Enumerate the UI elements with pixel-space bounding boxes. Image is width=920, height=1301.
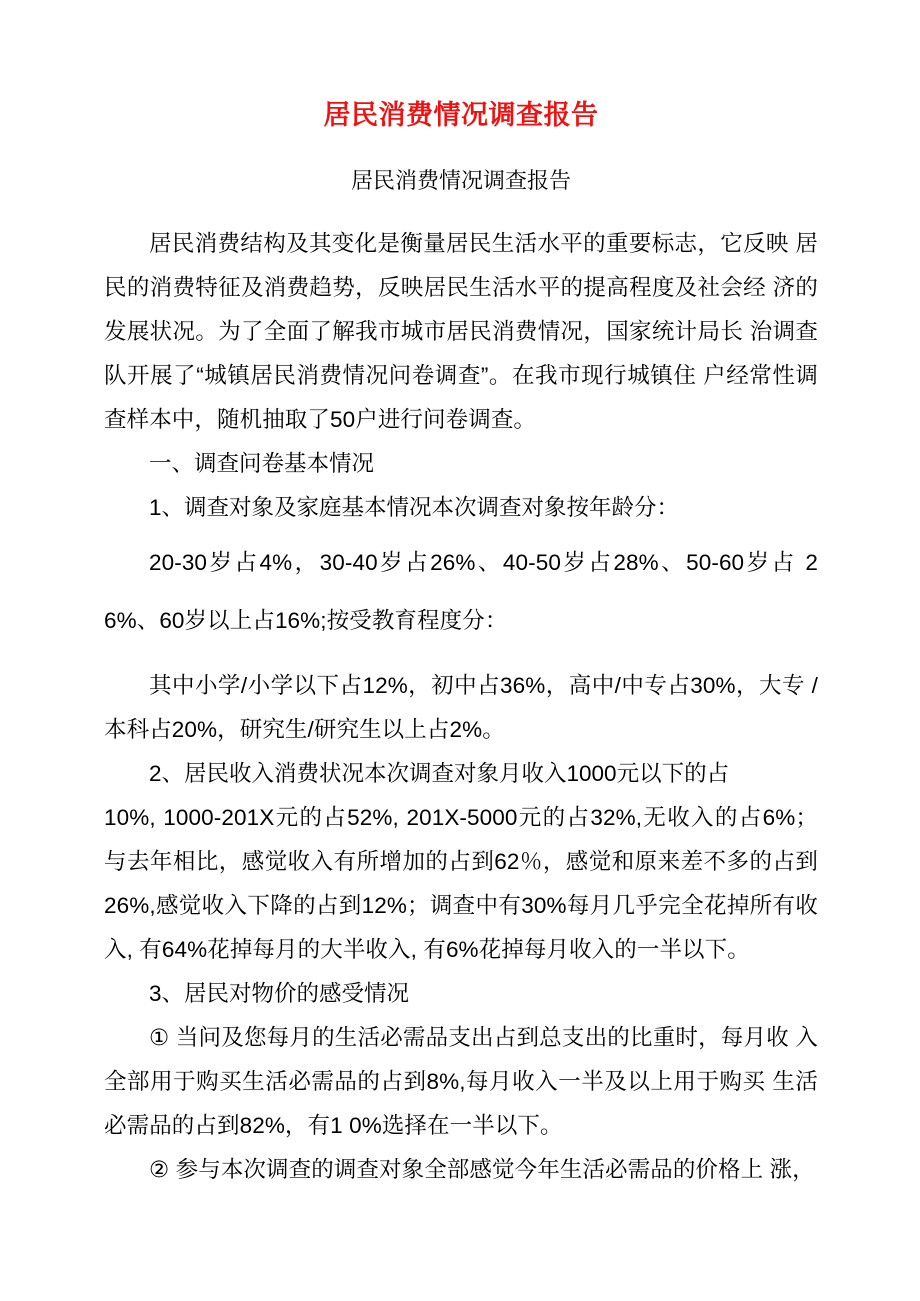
paragraph-necessities-share: ① 当问及您每月的生活必需品支出占到总支出的比重时，每月收 入全部用于购买生活必需品的占到8%,每月收入一半及以上用于购买 生活必需品的占到82%，有1 0%选择在一半以下。 (104, 1025, 818, 1138)
spacer (104, 196, 818, 222)
paragraph-income-consumption: 10%, 1000-201X元的占52%, 201X-5000元的占32%,无收入的占6%；与去年相比，感觉收入有所增加的占到62％，感觉和原来差不多的占到 26%,感觉收入下降的占到12%；调查中有30%每月几乎完全花掉所有收 入, 有64%花掉每月的大半收入, 有6%花掉每月收入的一半以下。 (104, 805, 818, 962)
document-content (104, 0, 818, 1192)
subsection-heading-2: 2、居民收入消费状况本次调查对象月收入1000元以下的占 (149, 761, 730, 786)
spacer (104, 650, 818, 664)
subsection-heading-1: 1、调查对象及家庭基本情况本次调查对象按年龄分： (149, 495, 680, 520)
subsection-heading-3: 3、居民对物价的感受情况 (149, 981, 410, 1006)
page-title: 居民消费情况调查报告 (323, 100, 599, 130)
paragraph-intro: 居民消费结构及其变化是衡量居民生活水平的重要标志，它反映 居民的消费特征及消费趋势，反映居民生活水平的提高程度及社会经 济的发展状况。为了全面了解我市城市居民消费情况，国家统计局长 治调查队开展了“城镇居民消费情况问卷调查”。在我市现行城镇住 户经常性调查样本中，随机抽取了50户进行问卷调查。 (104, 231, 818, 432)
paragraph-education-distribution: 其中小学/小学以下占12%，初中占36%，高中/中专占30%，大专 /本科占20%，研究生/研究生以上占2%。 (104, 673, 818, 742)
section-heading-one: 一、调查问卷基本情况 (149, 451, 375, 476)
paragraph-price-perception: ② 参与本次调查的调查对象全部感觉今年生活必需品的价格上 涨， (149, 1157, 815, 1182)
document-subtitle: 居民消费情况调查报告 (350, 168, 571, 193)
paragraph-age-distribution: 20-30岁占4%，30-40岁占26%、40-50岁占28%、50-60岁占 26%、60岁以上占16%;按受教育程度分： (104, 550, 818, 633)
